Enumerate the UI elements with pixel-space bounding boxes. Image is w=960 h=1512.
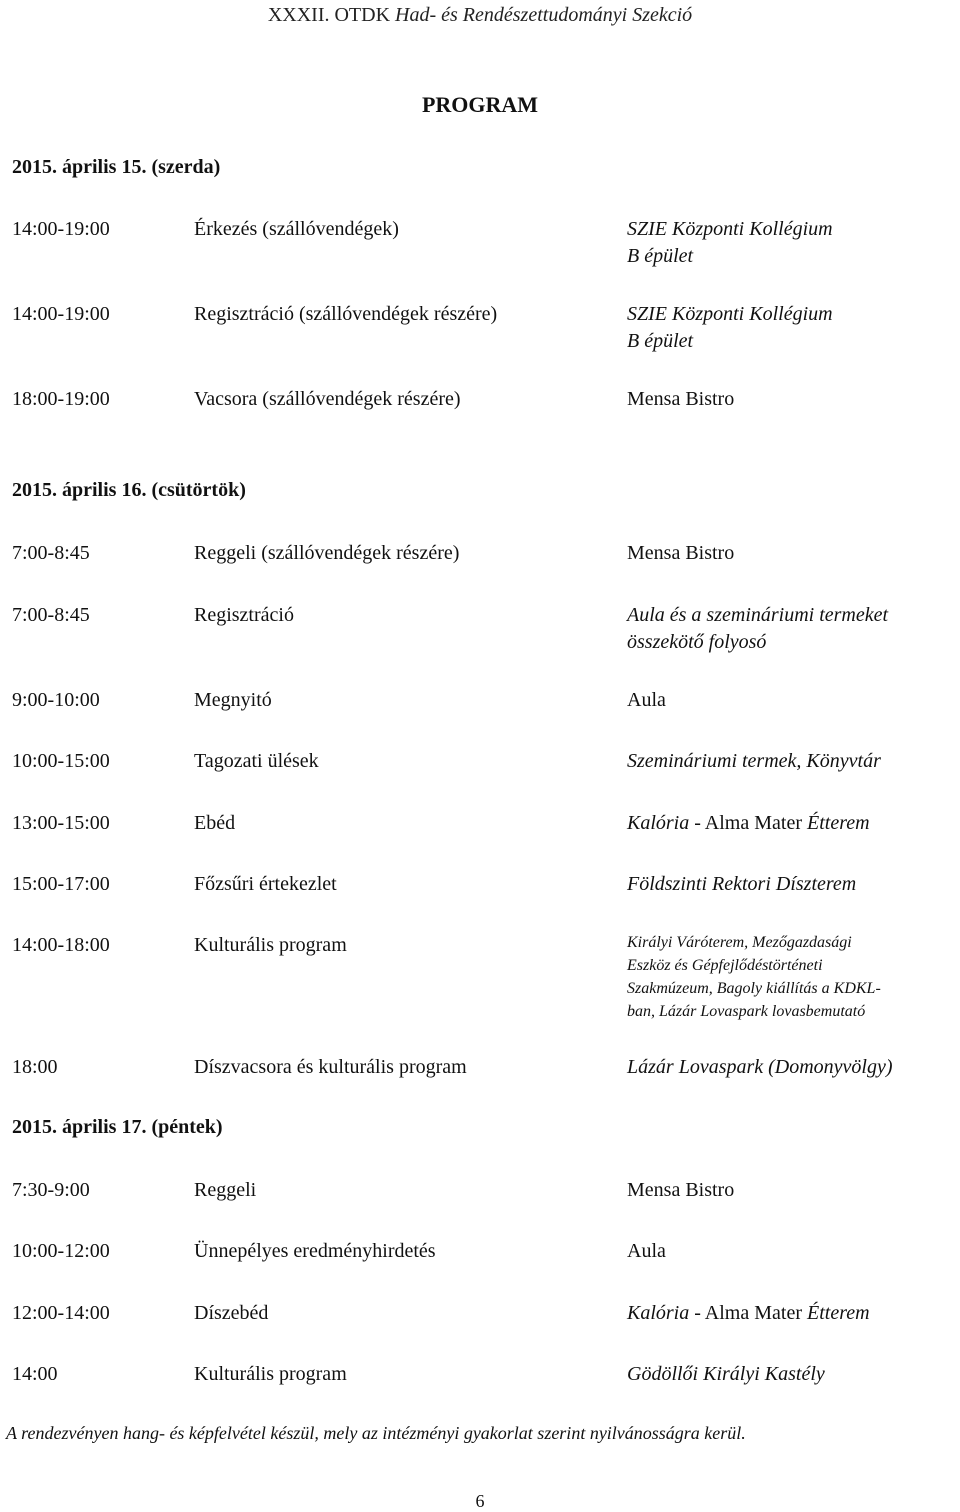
row-time: 7:00-8:45 [12,604,90,626]
page-header [0,4,960,27]
place-part: Étterem [807,812,870,834]
row-time: 15:00-17:00 [12,873,110,895]
row-place: Lázár Lovaspark (Domonyvölgy) [627,1056,893,1078]
row-time: 14:00-18:00 [12,934,110,956]
row-event: Vacsora (szállóvendégek részére) [194,388,461,410]
row-place: SZIE Központi Kollégium B épület [627,303,833,352]
row-event: Regisztráció (szállóvendégek részére) [194,303,498,325]
header-prefix: XXXII. OTDK [267,4,396,26]
row-place: Mensa Bistro [627,542,735,564]
row-event: Regisztráció [194,604,294,626]
row-place: Aula [627,1240,666,1262]
row-event: Tagozati ülések [194,750,319,772]
row-event: Érkezés (szállóvendégek) [194,218,399,240]
place-part: - Alma Mater [689,1302,807,1324]
row-place: Földszinti Rektori Díszterem [627,873,857,895]
row-place [627,1300,952,1327]
row-time: 10:00-12:00 [12,1240,110,1262]
row-event: Díszvacsora és kulturális program [194,1056,467,1078]
row-time: 9:00-10:00 [12,689,100,711]
page-number: 6 [475,1491,485,1511]
row-event: Megnyitó [194,689,272,711]
place-part: Kalória [627,812,690,834]
day-heading-friday: 2015. április 17. (péntek) [12,1116,223,1138]
row-time: 7:00-8:45 [12,542,90,564]
row-time: 14:00-19:00 [12,303,110,325]
row-place: Aula [627,689,666,711]
row-time: 14:00 [12,1363,58,1385]
row-place: SZIE Központi Kollégium B épület [627,218,833,267]
row-place: Aula és a szemináriumi termeket összekötő folyosó [627,604,889,653]
place-part: - Alma Mater [689,812,807,834]
day-heading-thursday: 2015. április 16. (csütörtök) [12,479,246,501]
row-event: Kulturális program [194,1363,347,1385]
row-time: 18:00 [12,1056,58,1078]
row-time: 14:00-19:00 [12,218,110,240]
row-event: Ünnepélyes eredményhirdetés [194,1240,436,1262]
day-heading-wednesday: 2015. április 15. (szerda) [12,156,221,178]
row-event: Főzsűri értekezlet [194,873,337,895]
row-event: Kulturális program [194,934,347,956]
row-place: Mensa Bistro [627,388,735,410]
row-time: 12:00-14:00 [12,1302,110,1324]
row-place: Királyi Váróterem, Mezőgazdasági Eszköz és Gépfejlődéstörténeti Szakmúzeum, Bagoly kiállítás a KDKL- ban, Lázár Lovaspark lovasbemutató [627,934,881,1020]
row-event: Díszebéd [194,1302,269,1324]
row-place [627,810,952,837]
row-event: Reggeli [194,1179,257,1201]
row-event: Reggeli (szállóvendégek részére) [194,542,460,564]
row-time: 13:00-15:00 [12,812,110,834]
header-section: Had- és Rendészettudományi Szekció [395,4,693,26]
row-place: Gödöllői Királyi Kastély [627,1363,825,1385]
place-part: Kalória [627,1302,690,1324]
row-place: Szemináriumi termek, Könyvtár [627,750,881,772]
row-time: 18:00-19:00 [12,388,110,410]
program-title: PROGRAM [421,92,539,117]
row-place: Mensa Bistro [627,1179,735,1201]
row-time: 7:30-9:00 [12,1179,90,1201]
row-time: 10:00-15:00 [12,750,110,772]
row-event: Ebéd [194,812,236,834]
place-part: Étterem [807,1302,870,1324]
recording-notice: A rendezvényen hang- és képfelvétel készül, mely az intézményi gyakorlat szerint nyilvánosságra kerül. [6,1423,746,1443]
